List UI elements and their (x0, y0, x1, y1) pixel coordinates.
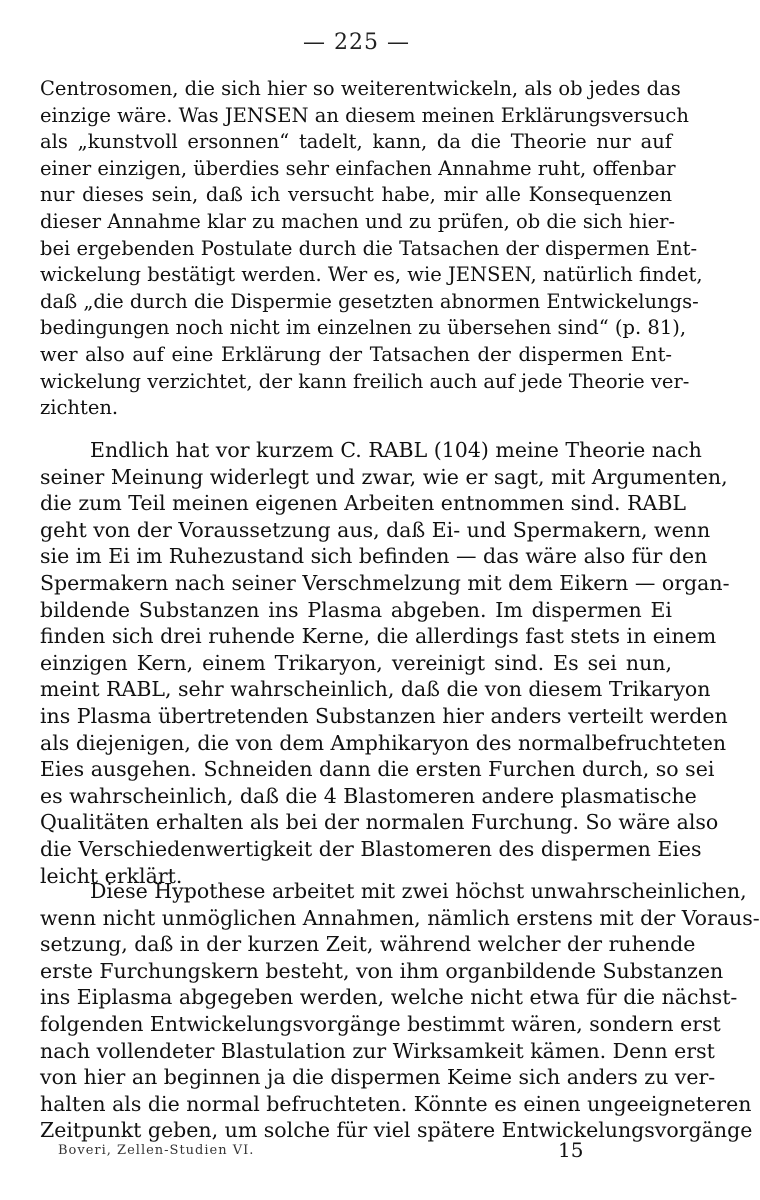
text-line: einzigen Kern, einem Trikaryon, vereinigt sind. Es sei nun, (40, 650, 672, 675)
text-line: nur dieses sein, daß ich versucht habe, mir alle Konsequenzen (40, 183, 672, 207)
text-line: bildende Substanzen ins Plasma abgeben. Im dispermen Ei (40, 597, 672, 622)
text-line: leicht erklärt. (40, 863, 183, 888)
text-line: meint RABL, sehr wahrscheinlich, daß die von diesem Trikaryon (40, 677, 711, 702)
text-line: die zum Teil meinen eigenen Arbeiten entnommen sind. RABL (40, 491, 687, 516)
text-line: halten als die normal befruchteten. Könnte es einen ungeeigneteren (40, 1091, 752, 1116)
text-line: als „kunstvoll ersonnen“ tadelt, kann, da die Theorie nur auf (40, 130, 672, 154)
text-line: seiner Meinung widerlegt und zwar, wie er sagt, mit Argumenten, (40, 464, 728, 489)
paragraph-1 (40, 76, 703, 422)
text-line: bedingungen noch nicht im einzelnen zu übersehen sind“ (p. 81), (40, 316, 687, 340)
paragraph-3 (40, 878, 760, 1144)
text-line: Endlich hat vor kurzem C. RABL (104) meine Theorie nach (90, 438, 702, 462)
text-line: Zeitpunkt geben, um solche für viel spätere Entwickelungsvorgänge (40, 1118, 753, 1143)
text-line: von hier an beginnen ja die dispermen Keime sich anders zu ver- (40, 1065, 716, 1090)
text-line: nach vollendeter Blastulation zur Wirksamkeit kämen. Denn erst (40, 1038, 715, 1063)
page-number: — 225 — (303, 30, 410, 55)
text-line: erste Furchungskern besteht, von ihm organbildende Substanzen (40, 958, 724, 983)
text-line: wer also auf eine Erklärung der Tatsachen der dispermen Ent- (40, 342, 672, 366)
footer-signature: Boveri, Zellen-Studien VI. (58, 1143, 255, 1158)
text-line: geht von der Voraussetzung aus, daß Ei- und Spermakern, wenn (40, 517, 711, 542)
text-line: Diese Hypothese arbeitet mit zwei höchst unwahrscheinlichen, (90, 879, 747, 903)
text-line: folgenden Entwickelungsvorgänge bestimmt wären, sondern erst (40, 1011, 721, 1036)
text-line: Centrosomen, die sich hier so weiterentwickeln, als ob jedes das (40, 77, 681, 100)
text-line: setzung, daß in der kurzen Zeit, während welcher der ruhende (40, 932, 696, 957)
text-line: daß „die durch die Dispermie gesetzten abnormen Entwickelungs- (40, 289, 699, 313)
text-line: als diejenigen, die von dem Amphikaryon des normalbefruchteten (40, 730, 727, 755)
text-line: wickelung verzichtet, der kann freilich auch auf jede Theorie ver- (40, 369, 690, 393)
text-line: sie im Ei im Ruhezustand sich befinden — das wäre also für den (40, 544, 708, 569)
text-line: die Verschiedenwertigkeit der Blastomeren des dispermen Eies (40, 836, 702, 861)
text-line: zichten. (40, 396, 119, 420)
text-line: einzige wäre. Was JENSEN an diesem meinen Erklärungsversuch (40, 103, 689, 127)
text-line: Spermakern nach seiner Verschmelzung mit dem Eikern — organ- (40, 570, 730, 595)
text-line: Qualitäten erhalten als bei der normalen Furchung. So wäre also (40, 810, 719, 835)
text-line: ins Eiplasma abgegeben werden, welche nicht etwa für die nächst- (40, 985, 738, 1010)
text-line: finden sich drei ruhende Kerne, die allerdings fast stets in einem (40, 624, 717, 649)
footer-sheet-number: 15 (558, 1138, 584, 1162)
text-line: einer einzigen, überdies sehr einfachen Annahme ruht, offenbar (40, 156, 676, 180)
text-line: dieser Annahme klar zu machen und zu prüfen, ob die sich hier- (40, 209, 676, 233)
text-line: bei ergebenden Postulate durch die Tatsachen der dispermen Ent- (40, 236, 698, 260)
text-line: es wahrscheinlich, daß die 4 Blastomeren andere plasmatische (40, 783, 697, 808)
text-line: ins Plasma übertretenden Substanzen hier anders verteilt werden (40, 703, 728, 728)
paragraph-2 (40, 437, 730, 889)
text-line: Eies ausgehen. Schneiden dann die ersten Furchen durch, so sei (40, 757, 715, 782)
text-line: wickelung bestätigt werden. Wer es, wie JENSEN, natürlich findet, (40, 263, 703, 287)
text-line: wenn nicht unmöglichen Annahmen, nämlich erstens mit der Voraus- (40, 905, 760, 930)
